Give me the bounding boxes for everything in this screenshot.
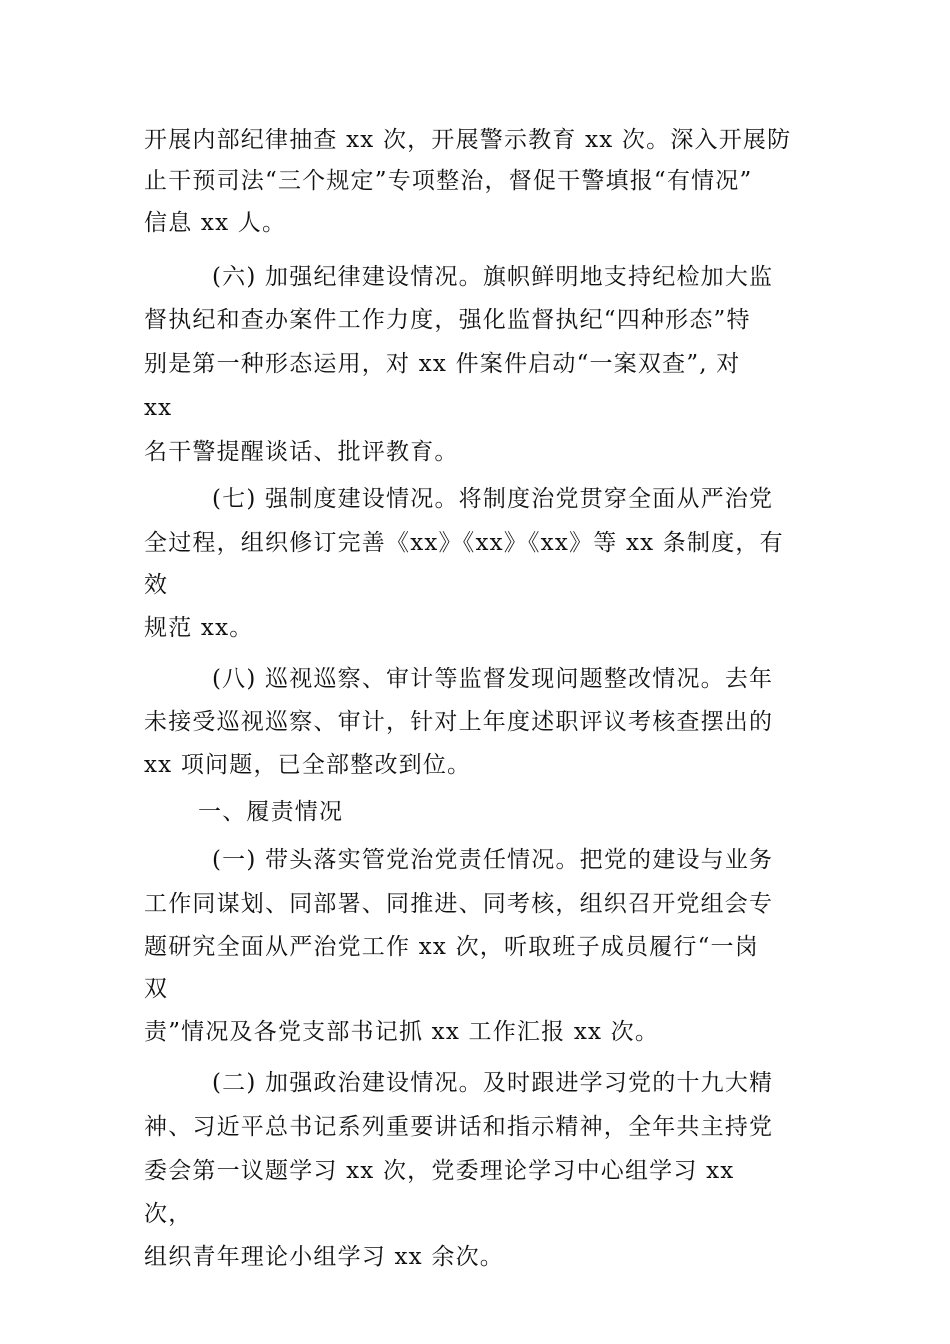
paragraph-heading-6: (六) 加强纪律建设情况。旗帜鲜明地支持纪检加大监 [212,264,774,290]
text-line: 神、习近平总书记系列重要讲话和指示精神，全年共主持党 [144,1114,774,1140]
paragraph-heading-7: (七) 强制度建设情况。将制度治党贯穿全面从严治党 [212,486,774,512]
text-line: 责”情况及各党支部书记抓 xx 工作汇报 xx 次。 [144,1019,660,1045]
text-line: 别是第一种形态运用，对 xx 件案件启动“一案双查”, 对 [144,351,741,377]
text-line: 规范 xx。 [144,615,254,641]
text-line: 效 [144,572,169,598]
text-line: 次， [144,1201,193,1227]
text-line: 信息 xx 人。 [144,210,287,236]
text-line: 题研究全面从严治党工作 xx 次，听取班子成员履行“一岗 [144,934,759,960]
text-line: 委会第一议题学习 xx 次，党委理论学习中心组学习 xx [144,1158,735,1184]
text-line: 工作同谋划、同部署、同推进、同考核，组织召开党组会专 [144,891,774,917]
text-line: 名干警提醒谈话、批评教育。 [144,439,459,465]
paragraph-heading-8: (八) 巡视巡察、审计等监督发现问题整改情况。去年 [212,666,774,692]
paragraph-heading-1: (一) 带头落实管党治党责任情况。把党的建设与业务 [212,847,774,873]
text-line: xx [144,395,173,421]
text-line: xx 项问题，已全部整改到位。 [144,752,472,778]
text-line: 开展内部纪律抽查 xx 次，开展警示教育 xx 次。深入开展防 [144,127,792,153]
text-line: 未接受巡视巡察、审计，针对上年度述职评议考核查摆出的 [144,709,774,735]
text-line: 组织青年理论小组学习 xx 余次。 [144,1244,504,1270]
section-heading: 一、履责情况 [198,799,344,825]
text-line: 全过程，组织修订完善《xx》《xx》《xx》等 xx 条制度，有 [144,530,784,556]
text-line: 止干预司法“三个规定”专项整治，督促干警填报“有情况” [144,168,753,194]
text-line: 督执纪和查办案件工作力度，强化监督执纪“四种形态”特 [144,307,751,333]
text-line: 双 [144,976,169,1002]
paragraph-heading-2: (二) 加强政治建设情况。及时跟进学习党的十九大精 [212,1070,774,1096]
